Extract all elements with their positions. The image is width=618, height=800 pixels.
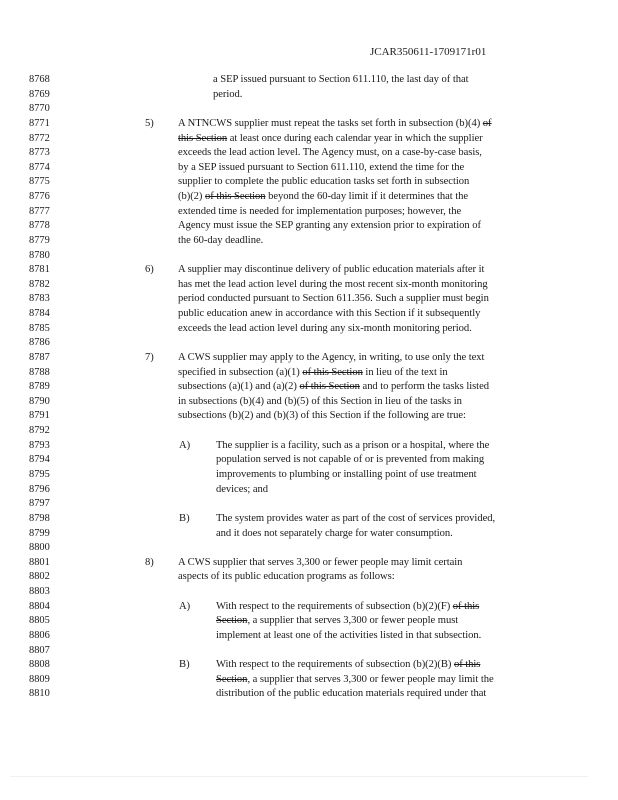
document-line xyxy=(0,147,618,161)
document-line xyxy=(0,542,618,556)
text-segment: a SEP issued pursuant to Section 611.110, the last day of that xyxy=(213,74,469,85)
line-text xyxy=(178,557,462,568)
text-segment: and it does not separately charge for water consumption. xyxy=(216,527,453,539)
document-line xyxy=(0,191,618,205)
line-text xyxy=(178,571,395,582)
line-number: 8786 xyxy=(29,337,50,349)
line-number: 8795 xyxy=(29,469,50,480)
line-number: 8791 xyxy=(29,410,50,422)
document-line xyxy=(0,440,618,454)
document-line xyxy=(0,162,618,176)
line-number: 8768 xyxy=(29,74,50,85)
document-line xyxy=(0,571,618,585)
text-segment: supplier to complete the public education tasks set forth in subsection xyxy=(178,176,470,188)
line-number: 8794 xyxy=(29,454,50,466)
document-line xyxy=(0,659,618,673)
document-line xyxy=(0,688,618,702)
document-line xyxy=(0,396,618,410)
subsection-label: 5) xyxy=(145,117,154,129)
line-text xyxy=(178,323,472,334)
line-text xyxy=(216,659,480,670)
line-number: 8769 xyxy=(29,88,50,100)
document-line xyxy=(0,586,618,600)
text-segment: (b)(2) xyxy=(178,191,206,203)
line-text xyxy=(216,601,479,612)
document-line xyxy=(0,176,618,190)
document-line xyxy=(0,133,618,147)
document-line xyxy=(0,425,618,439)
text-segment: has met the lead action level during the most recent six-month monitoring xyxy=(178,278,488,290)
text-segment: devices; and xyxy=(216,483,269,495)
struck-text: of xyxy=(482,117,492,129)
subsection-label: 6) xyxy=(145,264,154,276)
subsection-label: A) xyxy=(179,439,191,451)
line-text xyxy=(178,191,468,202)
text-segment: , a supplier that serves 3,300 or fewer people may limit the xyxy=(247,673,494,685)
line-text xyxy=(216,454,484,465)
line-number: 8799 xyxy=(29,527,50,539)
struck-text: this Section xyxy=(178,132,228,144)
text-segment: implement at least one of the activities listed in that subsection. xyxy=(216,629,482,641)
document-line xyxy=(0,337,618,351)
document-line xyxy=(0,323,618,337)
line-number: 8773 xyxy=(29,147,50,159)
text-segment: A CWS supplier that serves 3,300 or fewer people may limit certain xyxy=(178,556,463,568)
text-segment: the 60-day deadline. xyxy=(178,234,264,246)
line-number: 8803 xyxy=(29,586,50,598)
line-text xyxy=(178,410,466,421)
document-line xyxy=(0,293,618,307)
line-text xyxy=(178,133,483,144)
document-line xyxy=(0,601,618,615)
text-segment: , a supplier that serves 3,300 or fewer people must xyxy=(247,615,459,627)
line-number: 8793 xyxy=(29,439,50,451)
document-line xyxy=(0,381,618,395)
text-segment: and to perform the tasks listed xyxy=(359,381,489,393)
line-text xyxy=(178,176,469,187)
line-text xyxy=(178,367,448,378)
line-number: 8776 xyxy=(29,191,50,203)
subsection-label: A) xyxy=(179,600,191,612)
line-number: 8770 xyxy=(29,103,50,115)
line-text xyxy=(178,162,464,173)
text-segment: improvements to plumbing or installing point of use treatment xyxy=(216,469,477,480)
line-text xyxy=(178,396,462,407)
document-line xyxy=(0,484,618,498)
line-number: 8807 xyxy=(29,644,50,656)
text-segment: public education anew in accordance with this Section if it subsequently xyxy=(178,308,481,320)
text-segment: subsections (b)(2) and (b)(3) of this Section if the following are true: xyxy=(178,410,466,422)
text-segment: Agency must issue the SEP granting any extension prior to expiration of xyxy=(178,220,481,232)
line-text xyxy=(216,615,458,626)
line-number: 8789 xyxy=(29,381,50,393)
line-number: 8771 xyxy=(29,117,50,129)
document-line xyxy=(0,352,618,366)
line-text xyxy=(216,469,477,480)
line-text xyxy=(178,206,461,217)
line-number: 8777 xyxy=(29,205,50,217)
document-line xyxy=(0,264,618,278)
text-segment: A supplier may discontinue delivery of public education materials after it xyxy=(178,264,485,276)
line-number: 8781 xyxy=(29,264,50,276)
document-line xyxy=(0,410,618,424)
document-line xyxy=(0,103,618,117)
subsection-label: B) xyxy=(179,512,190,524)
line-text xyxy=(178,118,492,129)
line-number: 8772 xyxy=(29,132,50,144)
document-line xyxy=(0,645,618,659)
document-line xyxy=(0,89,618,103)
document-line xyxy=(0,74,618,88)
subsection-label: B) xyxy=(179,659,190,671)
struck-text: of this Section xyxy=(302,366,363,378)
text-segment: With respect to the requirements of subsection (b)(2)(B) xyxy=(216,659,454,671)
text-segment: subsections (a)(1) and (a)(2) xyxy=(178,381,300,393)
text-segment: at least once during each calendar year in which the supplier xyxy=(227,132,483,144)
struck-text: of this xyxy=(452,600,480,612)
line-number: 8808 xyxy=(29,659,50,671)
line-text xyxy=(178,279,488,290)
text-segment: aspects of its public education programs as follows: xyxy=(178,571,395,583)
struck-text: Section xyxy=(216,673,248,685)
document-header: JCAR350611-1709171r01 xyxy=(370,46,487,58)
line-number: 8806 xyxy=(29,629,50,641)
line-text xyxy=(213,74,469,85)
line-number: 8809 xyxy=(29,673,50,685)
page-bottom-edge xyxy=(10,776,588,777)
document-line xyxy=(0,206,618,220)
line-number: 8784 xyxy=(29,308,50,320)
struck-text: of this Section xyxy=(299,381,360,393)
line-text xyxy=(216,484,268,495)
text-segment: distribution of the public education materials required under that xyxy=(216,688,487,700)
text-segment: population served is not capable of or is prevented from making xyxy=(216,454,485,466)
line-text xyxy=(178,381,489,392)
document-line xyxy=(0,557,618,571)
line-number: 8790 xyxy=(29,395,50,407)
line-number: 8783 xyxy=(29,293,50,305)
line-number: 8778 xyxy=(29,220,50,232)
line-text xyxy=(216,440,489,451)
text-segment: in subsections (b)(4) and (b)(5) of this Section in lieu of the tasks in xyxy=(178,395,462,407)
document-line xyxy=(0,674,618,688)
text-segment: A NTNCWS supplier must repeat the tasks set forth in subsection (b)(4) xyxy=(178,117,483,129)
line-number: 8785 xyxy=(29,322,50,334)
line-number: 8775 xyxy=(29,176,50,188)
document-line xyxy=(0,615,618,629)
text-segment: The system provides water as part of the cost of services provided, xyxy=(216,512,496,524)
line-text xyxy=(178,308,480,319)
line-number: 8796 xyxy=(29,483,50,495)
document-line xyxy=(0,220,618,234)
line-text xyxy=(216,513,495,524)
line-number: 8800 xyxy=(29,542,50,554)
line-text xyxy=(213,89,242,100)
document-line xyxy=(0,513,618,527)
document-line xyxy=(0,454,618,468)
text-segment: by a SEP issued pursuant to Section 611.110, extend the time for the xyxy=(178,161,465,173)
struck-text: of this Section xyxy=(205,191,266,203)
text-segment: beyond the 60-day limit if it determines that the xyxy=(265,191,469,203)
text-segment: exceeds the lead action level during any six-month monitoring period. xyxy=(178,322,472,334)
document-line xyxy=(0,469,618,483)
line-number: 8779 xyxy=(29,234,50,246)
line-text xyxy=(216,674,494,685)
document-line xyxy=(0,308,618,322)
document-line xyxy=(0,498,618,512)
line-text xyxy=(178,352,484,363)
document-line xyxy=(0,118,618,132)
line-number: 8798 xyxy=(29,512,50,524)
text-segment: period. xyxy=(213,88,243,100)
line-text xyxy=(178,235,263,246)
text-segment: period conducted pursuant to Section 611.356. Such a supplier must begin xyxy=(178,293,489,305)
document-line xyxy=(0,630,618,644)
line-number: 8780 xyxy=(29,249,50,261)
line-text xyxy=(178,264,484,275)
document-line xyxy=(0,235,618,249)
document-line xyxy=(0,367,618,381)
line-number: 8804 xyxy=(29,600,50,612)
text-segment: exceeds the lead action level. The Agency must, on a case-by-case basis, xyxy=(178,147,482,159)
line-text xyxy=(216,528,453,539)
subsection-label: 8) xyxy=(145,556,154,568)
document-line xyxy=(0,279,618,293)
text-segment: specified in subsection (a)(1) xyxy=(178,366,303,378)
line-number: 8792 xyxy=(29,425,50,437)
line-text xyxy=(216,630,481,641)
struck-text: of this xyxy=(453,659,481,671)
document-line xyxy=(0,250,618,264)
text-segment: in lieu of the text in xyxy=(362,366,448,378)
line-number: 8805 xyxy=(29,615,50,627)
text-segment: extended time is needed for implementation purposes; however, the xyxy=(178,205,462,217)
text-segment: The supplier is a facility, such as a prison or a hospital, where the xyxy=(216,439,490,451)
text-segment: A CWS supplier may apply to the Agency, in writing, to use only the text xyxy=(178,351,485,363)
struck-text: Section xyxy=(216,615,248,627)
document-line xyxy=(0,528,618,542)
line-number: 8810 xyxy=(29,688,50,700)
line-number: 8797 xyxy=(29,498,50,510)
line-text xyxy=(178,220,481,231)
line-number: 8787 xyxy=(29,351,50,363)
line-text xyxy=(178,147,482,158)
line-number: 8788 xyxy=(29,366,50,378)
line-number: 8774 xyxy=(29,161,50,173)
line-number: 8801 xyxy=(29,556,50,568)
line-text xyxy=(178,293,489,304)
line-number: 8782 xyxy=(29,278,50,290)
line-number: 8802 xyxy=(29,571,50,583)
text-segment: With respect to the requirements of subsection (b)(2)(F) xyxy=(216,600,453,612)
subsection-label: 7) xyxy=(145,351,154,363)
line-text xyxy=(216,688,486,699)
